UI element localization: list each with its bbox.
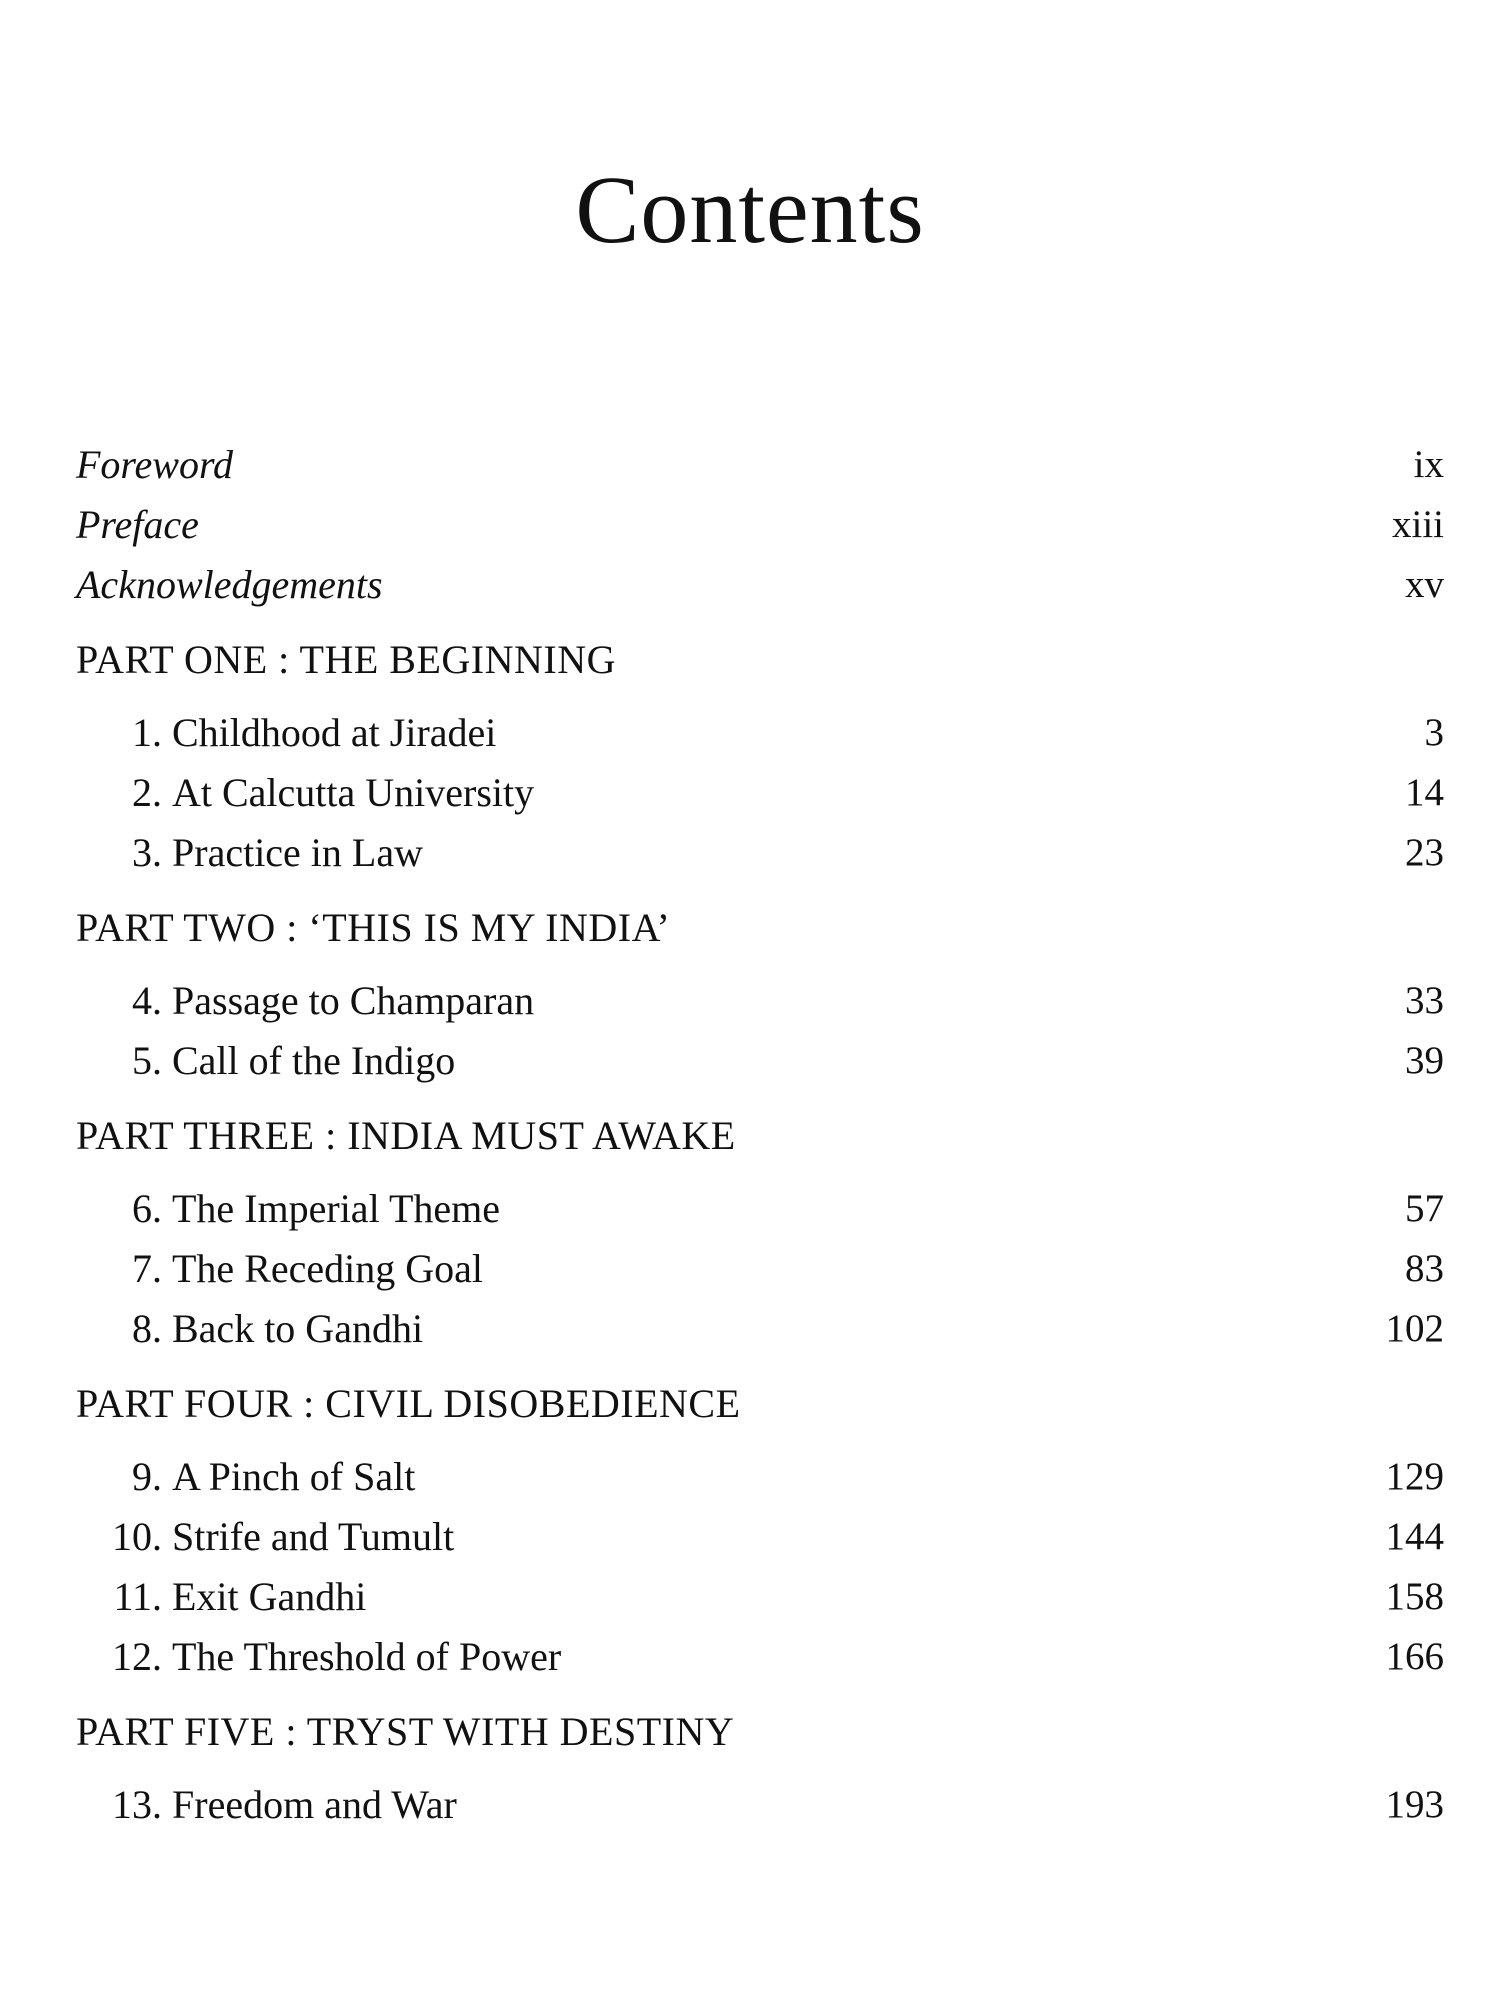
chapter-row[interactable] [76,1506,1444,1566]
chapter-row[interactable] [76,762,1444,822]
chapter-number: 13. [112,1781,162,1827]
page-number: xiii [1391,502,1444,546]
part-heading-five: PART FIVE : TRYST WITH DESTINY [76,1708,735,1754]
chapter-title: Freedom and War [172,1781,457,1827]
chapter-title: Strife and Tumult [172,1513,455,1559]
part-heading-four: PART FOUR : CIVIL DISOBEDIENCE [76,1380,741,1426]
page-number: 166 [1385,1634,1444,1678]
part-heading-two: PART TWO : ‘THIS IS MY INDIA’ [76,904,671,950]
chapter-row[interactable] [76,1566,1444,1626]
page-number: 57 [1405,1186,1444,1230]
chapter-row[interactable] [76,1446,1444,1506]
page-number: 14 [1405,770,1444,814]
page-number: 83 [1405,1246,1444,1290]
chapter-number: 8. [132,1305,162,1351]
page-number: 129 [1385,1454,1444,1498]
chapter-number: 3. [132,829,162,875]
chapter-title: The Receding Goal [172,1245,483,1291]
chapter-row[interactable] [76,1774,1444,1834]
front-matter-row-foreword[interactable] [76,434,1444,494]
front-matter-label: Preface [76,501,199,547]
chapter-title: The Imperial Theme [172,1185,501,1231]
chapter-title: At Calcutta University [172,769,535,815]
chapter-number: 10. [112,1513,162,1559]
page-number: 33 [1405,978,1444,1022]
chapter-title: Passage to Champaran [172,977,535,1023]
chapter-title: Back to Gandhi [172,1305,424,1351]
chapter-number: 9. [132,1453,162,1499]
chapter-title: A Pinch of Salt [172,1453,416,1499]
chapter-number: 1. [132,709,162,755]
chapter-row[interactable] [76,1238,1444,1298]
chapter-number: 11. [113,1573,162,1619]
chapter-number: 2. [132,769,162,815]
chapter-row[interactable] [76,1298,1444,1358]
front-matter-row-preface[interactable] [76,494,1444,554]
page-number: xv [1405,562,1444,606]
page-number: ix [1413,442,1444,486]
chapter-row[interactable] [76,1178,1444,1238]
chapter-number: 7. [132,1245,162,1291]
chapter-title: Call of the Indigo [172,1037,456,1083]
chapter-number: 5. [132,1037,162,1083]
page-number: 144 [1385,1514,1444,1558]
part-heading-one: PART ONE : THE BEGINNING [76,636,616,682]
page-number: 102 [1385,1306,1444,1350]
front-matter-label: Acknowledgements [76,561,383,607]
chapter-number: 12. [112,1633,162,1679]
page-number: 3 [1424,710,1444,754]
chapter-title: Practice in Law [172,829,423,875]
chapter-row[interactable] [76,970,1444,1030]
page-number: 158 [1385,1574,1444,1618]
page-number: 23 [1405,830,1444,874]
chapter-title: Childhood at Jiradei [172,709,497,755]
chapter-row[interactable] [76,1030,1444,1090]
chapter-title: Exit Gandhi [172,1573,367,1619]
page-number: 39 [1405,1038,1444,1082]
part-heading-three: PART THREE : INDIA MUST AWAKE [76,1112,736,1158]
front-matter-label: Foreword [76,441,234,487]
front-matter-row-acknowledgements[interactable] [76,554,1444,614]
page-title: Contents [575,156,925,263]
chapter-number: 4. [132,977,162,1023]
chapter-row[interactable] [76,1626,1444,1686]
chapter-row[interactable] [76,702,1444,762]
chapter-row[interactable] [76,822,1444,882]
table-of-contents [76,434,1444,1834]
chapter-title: The Threshold of Power [172,1633,562,1679]
chapter-number: 6. [132,1185,162,1231]
page-number: 193 [1385,1782,1444,1826]
